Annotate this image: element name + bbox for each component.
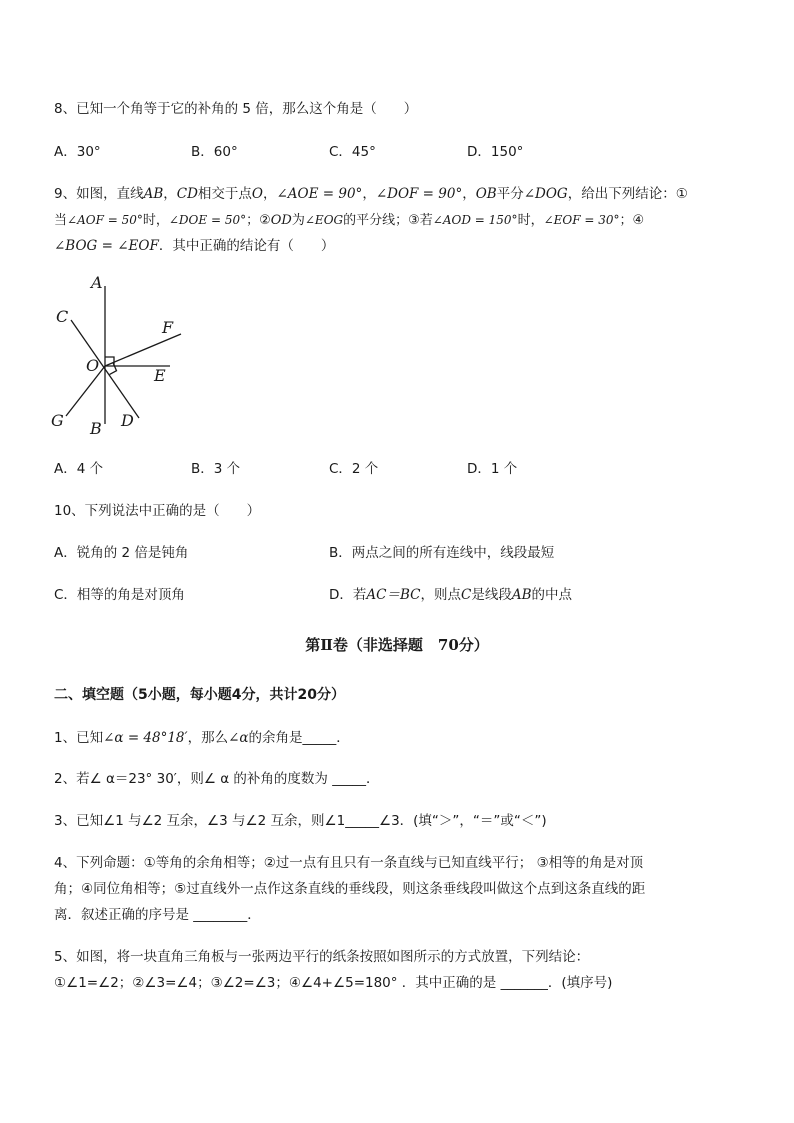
q9-stem-line-1	[54, 184, 688, 204]
label-e: E	[154, 366, 166, 385]
text-run: D．若	[329, 587, 367, 603]
label-o: O	[86, 356, 100, 375]
q9-option-b: B．3 个	[191, 461, 241, 477]
text-run: 的平分线；③若	[343, 213, 433, 228]
fill-blank-heading: 二、填空题（5小题，每小题4分，共计20分）	[54, 687, 345, 703]
label-g: G	[51, 411, 64, 430]
q8-option-d: D．150°	[467, 144, 524, 160]
q8-stem: 8、已知一个角等于它的补角的 5 倍，那么这个角是（ ）	[54, 101, 418, 117]
math-angle-dof: ∠DOF = 90°	[375, 186, 463, 202]
math-angle-aof: ∠AOF = 50°	[67, 213, 143, 227]
fill-question-4-line-2: 角；④同位角相等；⑤过直线外一点作这条直线的垂线段，则这条垂线段叫做这个点到这条直线的距	[54, 881, 646, 897]
q9-option-c: C．2 个	[329, 461, 379, 477]
fill-question-1	[54, 728, 350, 748]
math-ob: OB	[475, 186, 497, 202]
label-a: A	[91, 273, 103, 292]
label-b: B	[90, 419, 102, 438]
text-run: 时，	[142, 213, 169, 228]
text-run: 相交于点	[197, 186, 252, 202]
q10-option-a: A．锐角的 2 倍是钝角	[54, 545, 189, 561]
label-c: C	[56, 307, 69, 326]
math-angle-bog-eof: ∠BOG = ∠EOF	[54, 238, 159, 254]
math-angle-aoe: ∠AOE = 90°	[276, 186, 363, 202]
text-run: ；④	[619, 213, 645, 228]
math-angle-doe: ∠DOE = 50°	[168, 213, 247, 227]
math-cd: CD	[176, 186, 198, 202]
fill-question-4-line-1: 4、下列命题：①等角的余角相等；②过一点有且只有一条直线与已知直线平行； ③相等的角是对顶	[54, 855, 644, 871]
section-2-title: 第Ⅱ卷（非选择题 70分）	[305, 636, 489, 654]
fill-question-3: 3、已知∠1 与∠2 互余，∠3 与∠2 互余，则∠1_____∠3．(填“＞”，“＝”或“＜”)	[54, 813, 547, 829]
math-angle-eog: ∠EOG	[304, 213, 344, 227]
q10-option-c: C．相等的角是对顶角	[54, 587, 185, 603]
math-c: C	[461, 587, 472, 603]
text-run: ，则点	[420, 587, 461, 603]
math-angle-alpha-value: ∠α = 48°18′	[103, 730, 188, 746]
q9-option-a: A．4 个	[54, 461, 104, 477]
text-run: ，	[362, 186, 376, 202]
right-angle-mark-dof	[110, 363, 117, 375]
q10-stem: 10、下列说法中正确的是（ ）	[54, 503, 261, 519]
text-run: ，给出下列结论：①	[567, 186, 688, 202]
q10-option-b: B．两点之间的所有连线中，线段最短	[329, 545, 555, 561]
math-ac-eq-bc: AC＝BC	[366, 587, 421, 603]
q8-option-b: B．60°	[191, 144, 238, 160]
text-run: 的中点	[531, 587, 573, 603]
fill-question-2: 2、若∠ α＝23° 30′，则∠ α 的补角的度数为 _____．	[54, 771, 380, 787]
text-run: 为	[291, 213, 305, 228]
text-run: 平分	[496, 186, 524, 202]
q9-option-d: D．1 个	[467, 461, 518, 477]
text-run: 是线段	[471, 587, 512, 603]
fill-question-5-line-2: ①∠1=∠2；②∠3=∠4；③∠2=∠3；④∠4+∠5=180° ．其中正确的是 _______．(填序号)	[54, 975, 613, 991]
fill-question-5-line-1: 5、如图，将一块直角三角板与一张两边平行的纸条按照如图所示的方式放置，下列结论：	[54, 949, 590, 965]
math-o: O	[251, 186, 263, 202]
label-f: F	[162, 318, 174, 337]
text-run: 1、已知	[54, 730, 104, 746]
math-angle-dog: ∠DOG	[523, 186, 568, 202]
text-run: 9、如图，直线	[54, 186, 144, 202]
text-run: ，	[263, 186, 277, 202]
text-run: 时，	[517, 213, 544, 228]
text-run: ．其中正确的结论有（ ）	[158, 238, 335, 254]
q8-option-c: C．45°	[329, 144, 376, 160]
q9-figure	[44, 268, 194, 440]
math-angle-alpha: ∠α	[228, 730, 249, 746]
fill-question-4-line-3: 离．叙述正确的序号是 ________．	[54, 907, 261, 923]
text-run: ，	[163, 186, 177, 202]
math-od: OD	[270, 213, 292, 228]
text-run: ；②	[246, 213, 271, 228]
text-run: ，那么	[187, 730, 229, 746]
q10-option-d	[329, 585, 572, 605]
q8-option-a: A．30°	[54, 144, 101, 160]
math-ab: AB	[511, 587, 532, 603]
text-run: 的余角是_____．	[248, 730, 350, 746]
ray-of	[105, 334, 181, 366]
math-angle-aod: ∠AOD = 150°	[432, 213, 518, 227]
math-ab: AB	[143, 186, 164, 202]
text-run: ，	[462, 186, 476, 202]
text-run: 当	[54, 213, 68, 228]
q9-stem-line-3	[54, 236, 334, 256]
q9-stem-line-2	[54, 210, 644, 231]
label-d: D	[121, 411, 134, 430]
math-angle-eof: ∠EOF = 30°	[543, 213, 620, 227]
